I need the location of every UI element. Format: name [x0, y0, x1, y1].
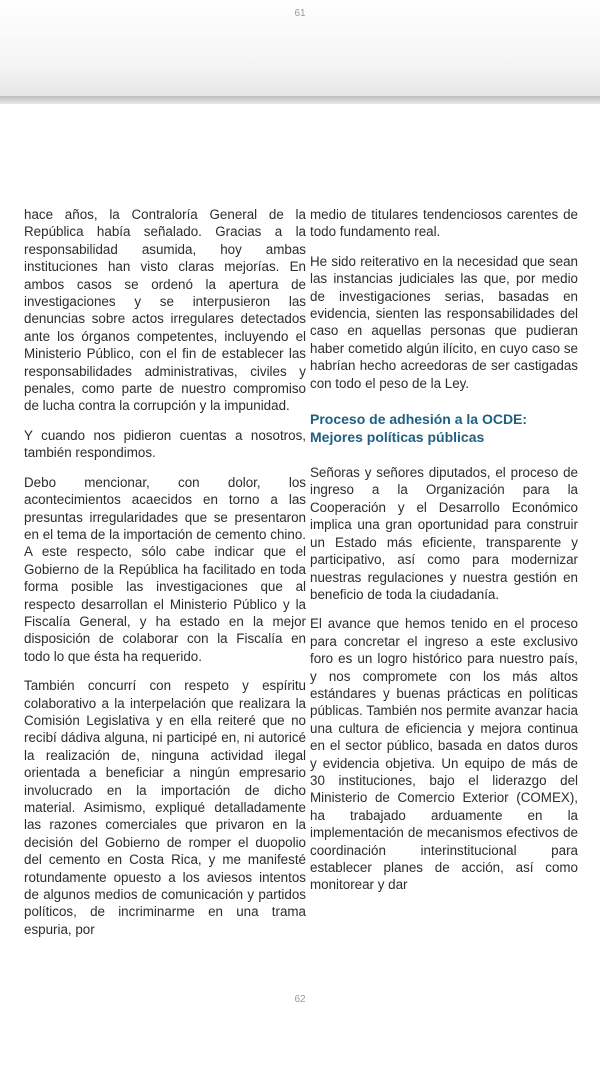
paragraph: El avance que hemos tenido en el proceso para concretar el ingreso a este exclusivo foro es un logro histórico para nuestro país, y nos compromete con los más altos estándares y buenas prácticas en políticas públicas. También nos permite avanzar hacia una cultura de eficiencia y mejora continua en el sector público, basada en datos duros y evidencia objetiva. Un equipo de más de 30 instituciones, bajo el liderazgo del Ministerio de Comercio Exterior (COMEX), ha trabajado arduamente en la implementación de mecanismos efectivos de coordinación interinstitucional para establecer planes de acción, así como monitorear y dar — [310, 616, 578, 893]
paragraph: También concurrí con respeto y espíritu colaborativo a la interpelación que realizara la Comisión Legislativa y en ella reiteré que no recibí dádiva alguna, ni participé en, ni autoricé la realización de, ninguna actividad ilegal orientada a beneficiar a ningún empresario involucrado en la importación de dicho material. Asimismo, expliqué detalladamente las razones comerciales que privaron en la decisión del Gobierno de romper el duopolio del cemento en Costa Rica, y me manifesté rotundamente opuesto a los aviesos intentos de algunos medios de comunicación y partidos políticos, de incriminarme en una trama espuria, por — [24, 678, 306, 937]
previous-page-area — [0, 0, 600, 96]
previous-page-number: 61 — [294, 8, 306, 19]
paragraph: medio de titulares tendenciosos carentes de todo fundamento real. — [310, 207, 578, 240]
paragraph: Y cuando nos pidieron cuentas a nosotros, también respondimos. — [24, 427, 306, 461]
page-number: 62 — [294, 994, 306, 1005]
right-column — [310, 206, 578, 906]
paragraph: hace años, la Contraloría General de la República había señalado. Gracias a la responsabilidad asumida, hoy ambas instituciones han visto claras mejorías. En ambos casos se ordenó la apertura de investigaciones y se interpusieron las denuncias sobre actos irregulares detectados ante los órganos competentes, incluyendo el Ministerio Público, con el fin de establecer las responsabilidades administrativas, civiles y penales, como parte de nuestro compromiso de lucha contra la corrupción y la impunidad. — [24, 207, 306, 414]
left-column — [24, 206, 306, 950]
section-heading: Proceso de adhesión a la OCDE: Mejores políticas públicas — [310, 411, 528, 446]
paragraph: Señoras y señores diputados, el proceso de ingreso a la Organización para la Cooperación y el Desarrollo Económico implica una gran oportunidad para construir un Estado más eficiente, transparente y participativo, así como para modernizar nuestras regulaciones y nuestra gestión en beneficio de toda la ciudadanía. — [310, 465, 578, 602]
paragraph: Debo mencionar, con dolor, los acontecimientos acaecidos en torno a las presuntas irregularidades que se presentaron en el tema de la importación de cemento chino. A este respecto, sólo cabe indicar que el Gobierno de la República ha facilitado en toda forma posible las investigaciones que al respecto desarrollan el Ministerio Público y la Fiscalía General, y ha estado en la mejor disposición de colaborar con la Fiscalía en todo lo que ésta ha requerido. — [24, 474, 306, 664]
page-divider — [0, 96, 600, 104]
paragraph: He sido reiterativo en la necesidad que sean las instancias judiciales las que, por medio de investigaciones serias, basadas en evidencia, sienten las responsabilidades del caso en aquellas personas que pudieran haber cometido algún ilícito, en cuyo caso se habrían hecho acreedoras de ser castigadas con todo el peso de la Ley. — [310, 253, 578, 391]
